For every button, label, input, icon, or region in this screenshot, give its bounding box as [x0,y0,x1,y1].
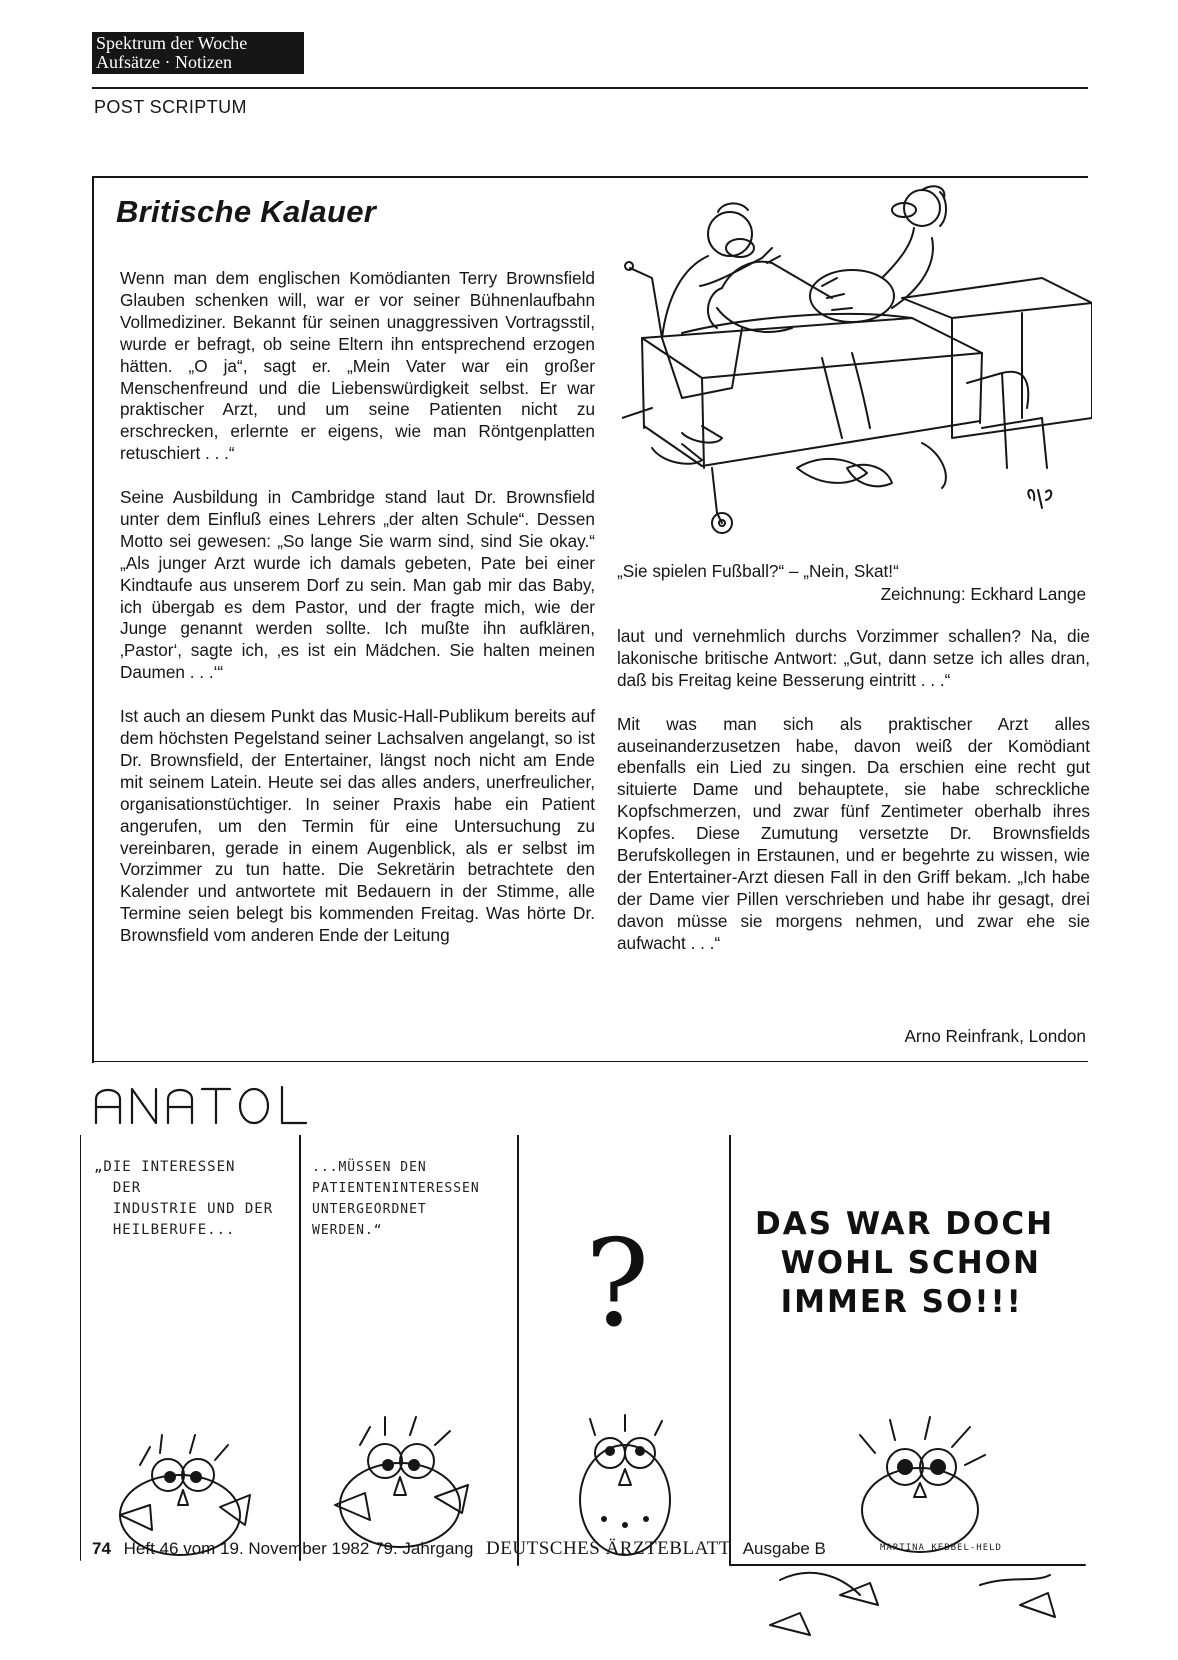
doctor-cartoon-illustration [622,168,1092,560]
page-footer [92,1538,826,1560]
article-title: Britische Kalauer [116,194,377,229]
comic-panel4-speech: DAS WAR DOCH WOHL SCHON IMMER SO!!! [755,1206,1055,1320]
article-author: Arno Reinfrank, London [904,1026,1086,1046]
article-left-column [120,268,595,947]
comic-panel2-speech: ...MÜSSEN DEN PATIENTENINTERESSEN UNTERGEORDNET WERDEN.“ [312,1160,480,1238]
article-paragraph: Wenn man dem englischen Komödianten Terry Brownsfield Glauben schenken will, war er vor seiner Bühnenlaufbahn Vollmediziner. Bekannt für seinen unaggressiven Vortragsstil, wurde er befragt, ob seine Eltern ihn entsprechend erzogen hätten. „O ja“, sagt er. „Mein Vater war ein großer Menschenfreund und die Liebenswürdigkeit selbst. Er war praktischer Arzt, und um seine Patienten nicht zu erschrecken, erlernte er eigens, wie man Röntgenplatten retuschiert . . .“ [120,268,595,464]
issue-info: Heft 46 vom 19. November 1982 79. Jahrgang [123,1539,474,1558]
section-tag-line2: Aufsätze · Notizen [96,52,232,72]
anatol-comic-strip [80,1135,1090,1660]
article-paragraph: Seine Ausbildung in Cambridge stand laut Dr. Brownsfield unter dem Einfluß eines Lehrers „der alten Schule“. Dessen Motto sei gewesen: „So lange Sie warm sind, sind Sie okay.“ „Als junger Arzt wurde ich damals gebeten, Pate bei einer Kindtaufe aus unserem Dorf zu sein. Man gab mir das Baby, ich übergab es dem Pastor, und der fragte mich, wie der Junge genannt werden sollte. Ich mußte ihn aufklären, ‚Pastor‘, sagte ich, ‚es ist ein Mädchen. Sie halten meinen Daumen . . .‘“ [120,487,595,683]
article-paragraph: Ist auch an diesem Punkt das Music-Hall-Publikum bereits auf dem höchsten Pegelstand seiner Lachsalven angelangt, so ist Dr. Brownsfield, der Entertainer, längst noch nicht am Ende mit seinem Latein. Heute sei das alles anders, unerfreulicher, organisationstüchtiger. In seiner Praxis habe ein Patient angerufen, um den Termin für eine Untersuchung zu vereinbaren, gerade in einem Augenblick, als er selbst im Vorzimmer zu tun hatte. Die Sekretärin betrachtete den Kalender und antwortete mit Bedauern in der Stimme, alle Termine seien belegt bis kommenden Freitag. Was hörte Dr. Brownsfield vom anderen Ende der Leitung [120,706,595,946]
cartoon-caption: „Sie spielen Fußball?“ – „Nein, Skat!“ [617,561,899,581]
magazine-name: DEUTSCHES ÄRZTEBLATT [486,1538,731,1559]
article-frame-bottom [92,1061,1088,1062]
comic-title [92,1077,312,1133]
article-paragraph: laut und vernehmlich durchs Vorzimmer schallen? Na, die lakonische britische Antwort: „Gut, dann setze ich alles dran, daß bis Freitag keine Besserung eintritt . . .“ [617,626,1090,690]
section-label: POST SCRIPTUM [94,97,247,117]
section-tag [92,32,304,74]
comic-panel3-question-mark: ? [585,1215,650,1354]
edition-label: Ausgabe B [742,1539,826,1558]
article-paragraph: Mit was man sich als praktischer Arzt alles auseinanderzusetzen habe, davon weiß der Komödiant ebenfalls ein Lied zu singen. Da erschien eine recht gut situierte Dame und behauptete, sie habe schreckliche Kopfschmerzen, und zwar fünf Zentimeter oberhalb ihres Kopfes. Diese Zumutung versetzte Dr. Brownsfields Berufskollegen in Erstaunen, und er begehrte zu wissen, wie der Entertainer-Arzt diesen Fall in den Griff bekam. „Ich habe der Dame vier Pillen verschrieben und habe ihr gesagt, drei davon müsse sie morgens nehmen, und zwar ehe sie aufwacht . . .“ [617,713,1090,953]
article-right-column [617,626,1090,955]
comic-title-lettering [92,1077,312,1133]
cartoon-credit: Zeichnung: Eckhard Lange [880,584,1086,604]
owl-figure [120,1435,250,1555]
comic-artist-credit: MARTINA KEBBEL-HELD [880,1543,1002,1553]
article-frame-left [92,176,94,1063]
header-rule [92,87,1088,89]
comic-panel1-speech: „DIE INTERESSEN DER INDUSTRIE UND DER HEILBERUFE... [94,1159,274,1238]
page-number: 74 [92,1539,111,1558]
section-tag-line1: Spektrum der Woche [96,33,248,53]
